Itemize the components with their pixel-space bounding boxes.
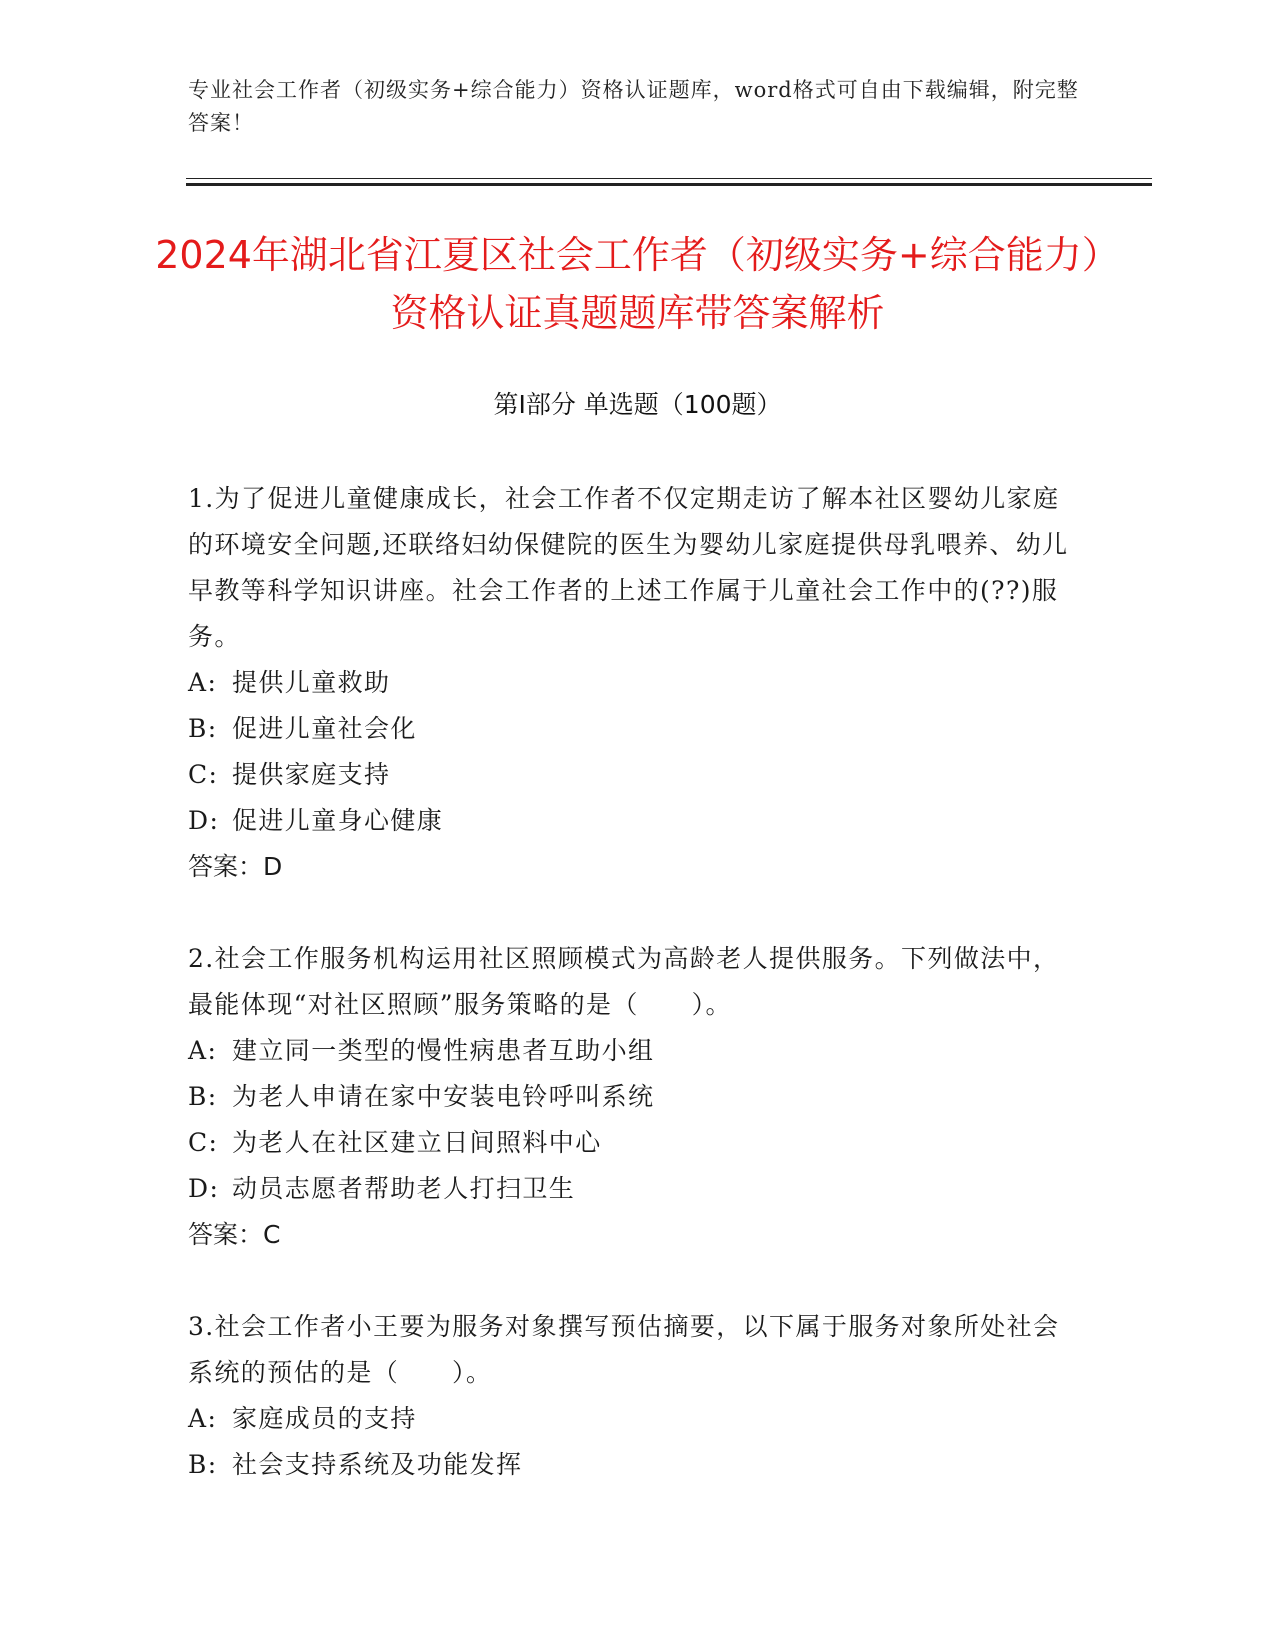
answer-line: 答案：C xyxy=(188,1220,281,1249)
question-2 xyxy=(188,936,1073,1258)
option-key: A: xyxy=(188,1036,218,1065)
header-divider-thick xyxy=(186,183,1152,186)
header-note: 专业社会工作者（初级实务+综合能力）资格认证题库，word格式可自由下载编辑，附完整答案！ xyxy=(188,78,1079,135)
option-c xyxy=(188,1120,1073,1166)
document-title: 2024年湖北省江夏区社会工作者（初级实务+综合能力）资格认证真题题库带答案解析 xyxy=(155,233,1120,335)
option-b xyxy=(188,1442,1073,1488)
option-key: C: xyxy=(188,1128,219,1157)
option-key: D: xyxy=(188,1174,220,1203)
question-3 xyxy=(188,1304,1073,1488)
option-d xyxy=(188,798,1073,844)
option-text: 为老人申请在家中安装电铃呼叫系统 xyxy=(232,1082,655,1111)
option-key: D: xyxy=(188,806,220,835)
answer-line: 答案：D xyxy=(188,852,283,881)
option-d xyxy=(188,1166,1073,1212)
option-key: A: xyxy=(188,1404,218,1433)
question-stem: 1.为了促进儿童健康成长，社会工作者不仅定期走访了解本社区婴幼儿家庭的环境安全问题,还联络妇幼保健院的医生为婴幼儿家庭提供母乳喂养、幼儿早教等科学知识讲座。社会工作者的上述工作属于儿童社会工作中的(??)服务。 xyxy=(188,484,1069,651)
option-key: B: xyxy=(188,1450,218,1479)
option-key: B: xyxy=(188,1082,218,1111)
question-stem: 2.社会工作服务机构运用社区照顾模式为高龄老人提供服务。下列做法中，最能体现“对社区照顾”服务策略的是（ ）。 xyxy=(188,944,1060,1019)
option-key: B: xyxy=(188,714,218,743)
header-divider-thin xyxy=(186,178,1152,179)
option-a xyxy=(188,1028,1073,1074)
option-text: 促进儿童社会化 xyxy=(232,714,417,743)
option-b xyxy=(188,1074,1073,1120)
option-text: 为老人在社区建立日间照料中心 xyxy=(232,1128,602,1157)
option-text: 社会支持系统及功能发挥 xyxy=(232,1450,523,1479)
option-text: 动员志愿者帮助老人打扫卫生 xyxy=(232,1174,576,1203)
option-key: A: xyxy=(188,668,218,697)
option-a xyxy=(188,1396,1073,1442)
option-text: 家庭成员的支持 xyxy=(232,1404,417,1433)
option-b xyxy=(188,706,1073,752)
option-c xyxy=(188,752,1073,798)
question-1 xyxy=(188,476,1073,890)
question-list xyxy=(188,476,1073,1534)
option-text: 促进儿童身心健康 xyxy=(232,806,444,835)
section-title: 第I部分 单选题（100题） xyxy=(493,390,782,419)
option-text: 提供儿童救助 xyxy=(232,668,391,697)
option-key: C: xyxy=(188,760,219,789)
option-text: 建立同一类型的慢性病患者互助小组 xyxy=(232,1036,655,1065)
option-text: 提供家庭支持 xyxy=(232,760,391,789)
option-a xyxy=(188,660,1073,706)
question-stem: 3.社会工作者小王要为服务对象撰写预估摘要，以下属于服务对象所处社会系统的预估的是（ ）。 xyxy=(188,1312,1060,1387)
